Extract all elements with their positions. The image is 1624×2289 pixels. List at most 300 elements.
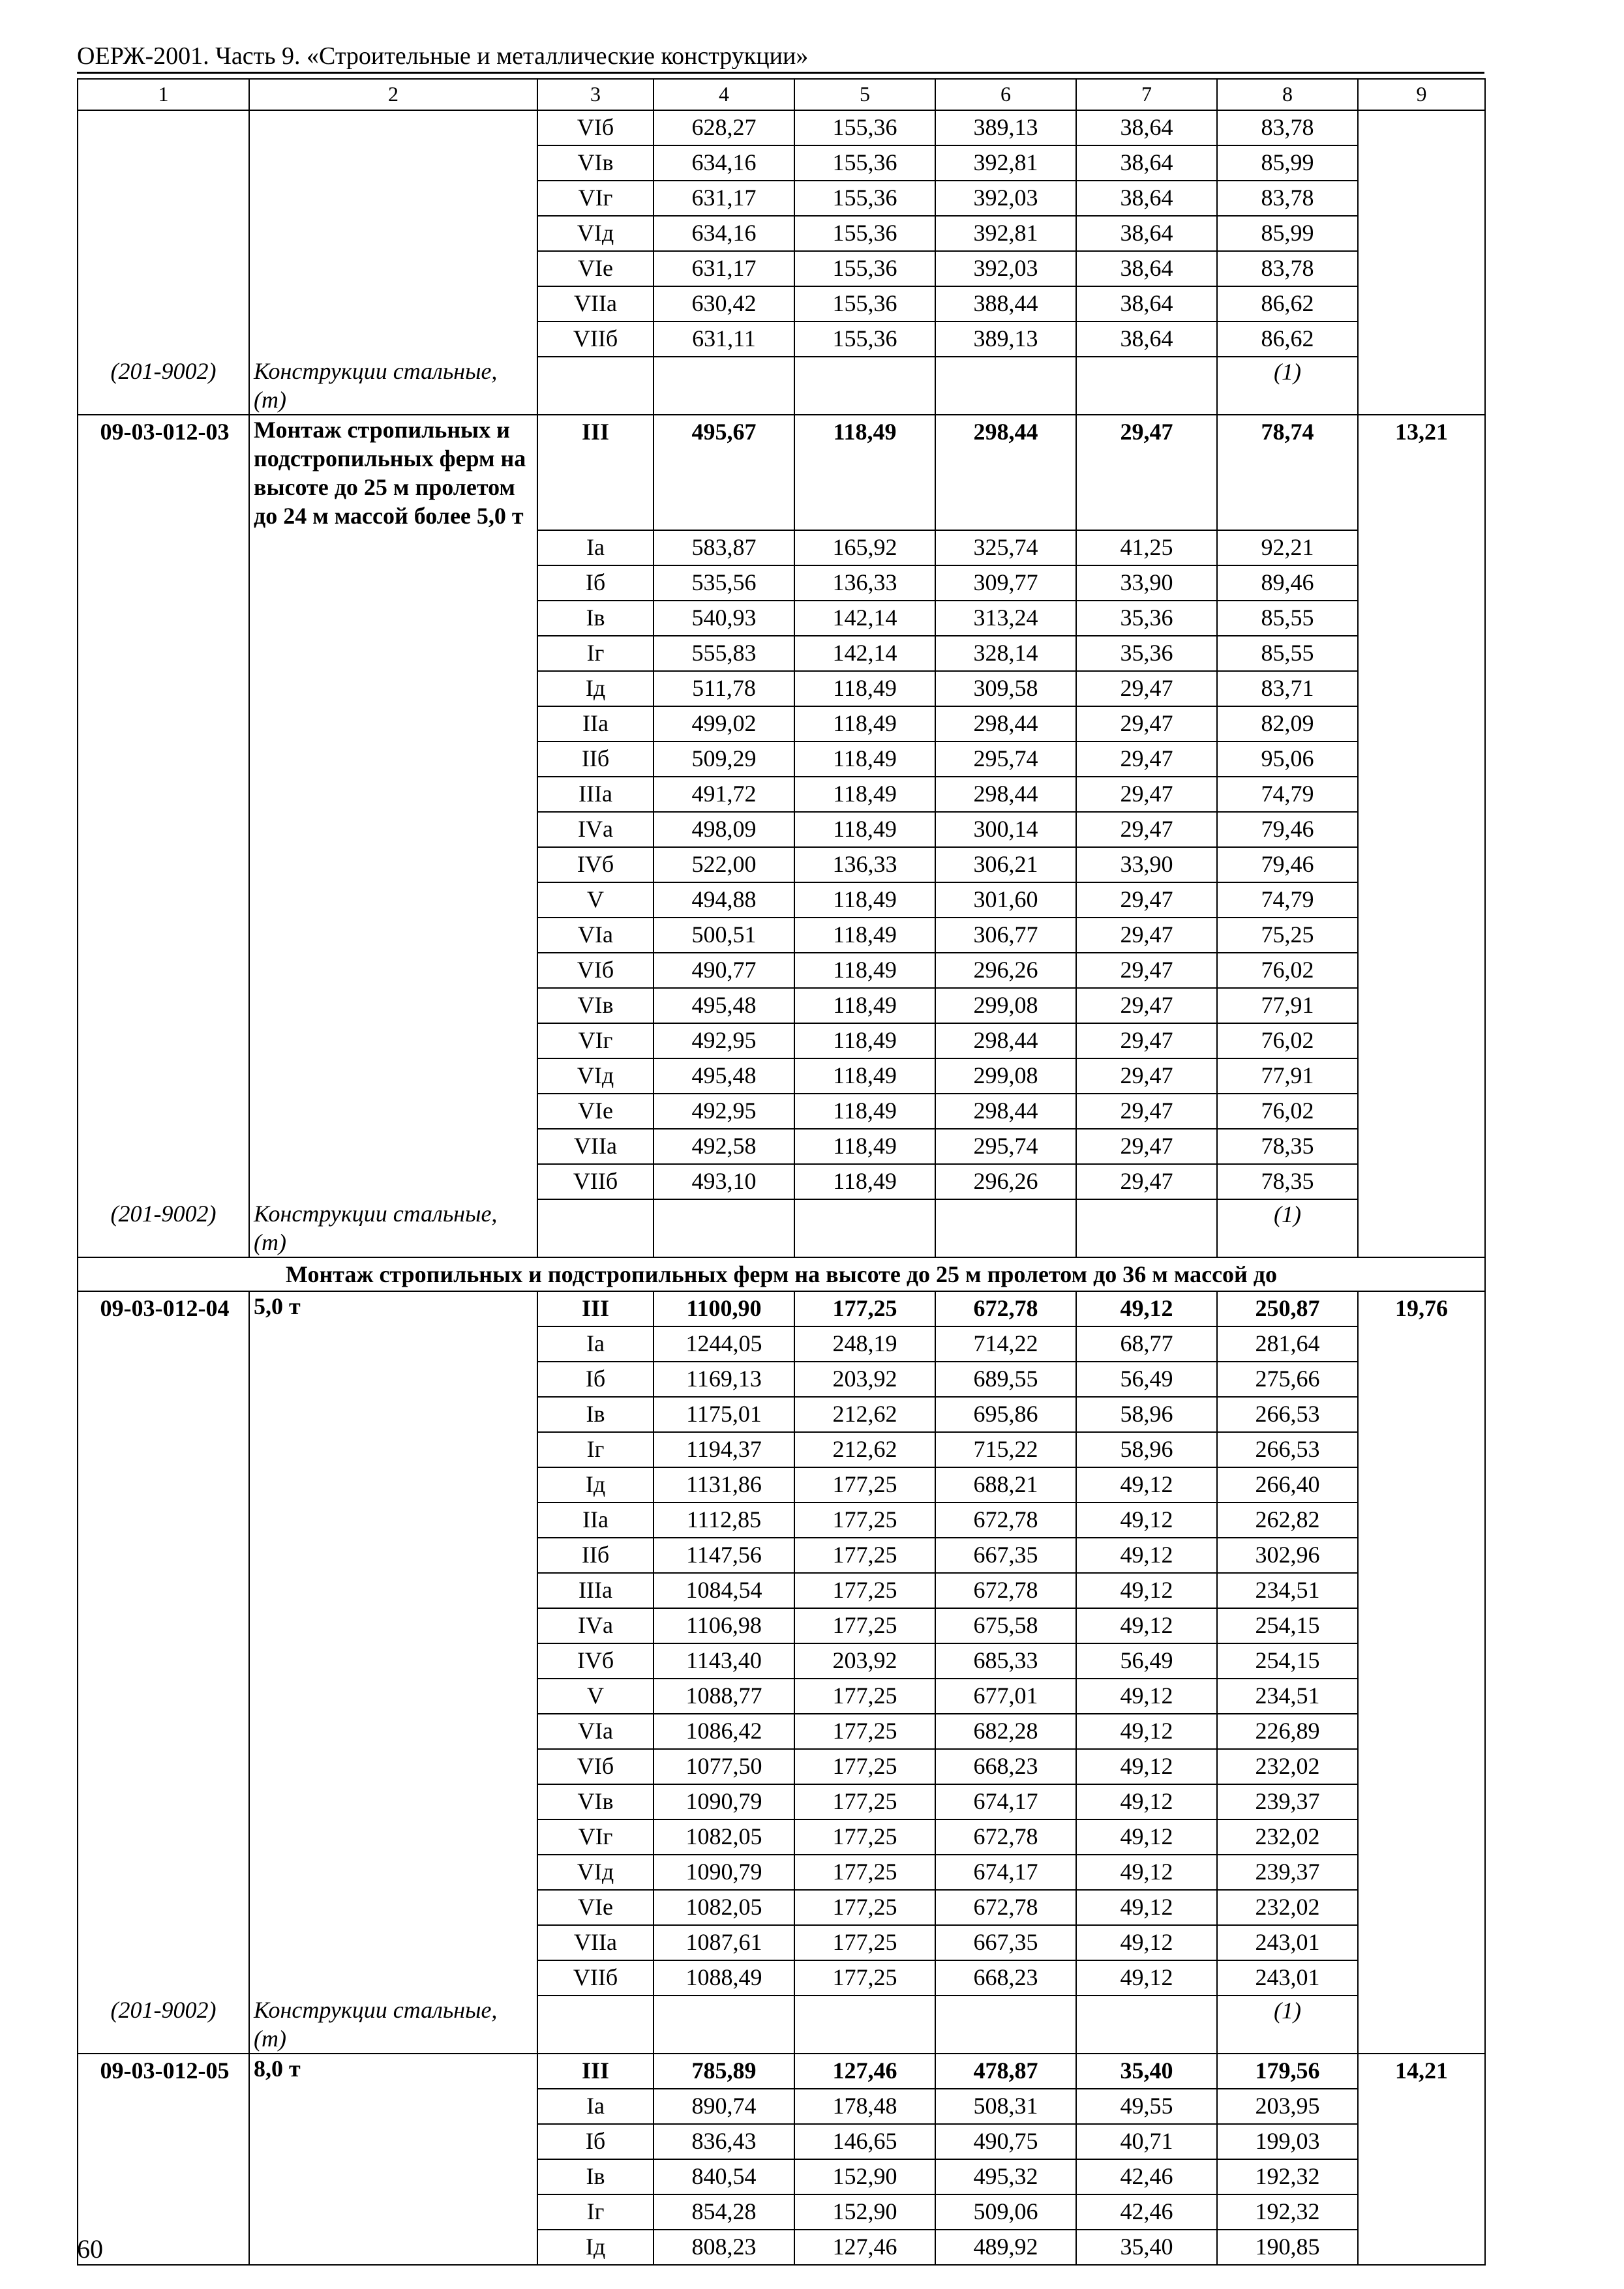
data-row [78,1058,1485,1094]
value-cell: 667,35 [935,1925,1076,1960]
value-cell: 118,49 [794,741,935,777]
zone-code: VIIа [537,1129,654,1164]
norm-name [249,1058,537,1094]
value-cell: 38,64 [1076,286,1217,322]
column-number: 1 [78,79,249,110]
value-cell: 667,35 [935,1538,1076,1573]
value-cell: 58,96 [1076,1397,1217,1432]
value-cell: 29,47 [1076,988,1217,1023]
value-cell: 83,78 [1217,110,1358,145]
value-cell: 29,47 [1076,1058,1217,1094]
value-cell: 325,74 [935,530,1076,565]
value-cell: 1244,05 [654,1326,794,1362]
value-cell: 177,25 [794,1784,935,1819]
value-cell: 555,83 [654,636,794,671]
resource-name: Конструкции стальные, (т) [249,1996,537,2054]
data-row [78,988,1485,1023]
value-cell: 29,47 [1076,671,1217,706]
norm-name [249,181,537,216]
value-cell: 199,03 [1217,2124,1358,2159]
value-cell: 118,49 [794,671,935,706]
value-cell: 49,12 [1076,1960,1217,1996]
data-row [78,1749,1485,1784]
norm-name [249,1094,537,1129]
norm-name [249,706,537,741]
value-cell: 179,56 [1217,2054,1358,2089]
norm-name [249,1326,537,1362]
norm-code [78,1890,249,1925]
norm-code [78,2124,249,2159]
value-cell: 715,22 [935,1432,1076,1467]
value-cell: 203,92 [794,1643,935,1679]
data-row [78,671,1485,706]
value-cell: 33,90 [1076,565,1217,601]
extra-value [1358,145,1485,181]
value-cell: 118,49 [794,812,935,847]
value-cell: 49,12 [1076,1714,1217,1749]
norm-name [249,286,537,322]
value-cell: 85,55 [1217,636,1358,671]
value-cell: 49,12 [1076,1749,1217,1784]
empty-cell [794,1996,935,2054]
value-cell: 281,64 [1217,1326,1358,1362]
value-cell: 118,49 [794,1164,935,1199]
data-row [78,1467,1485,1503]
value-cell: 1175,01 [654,1397,794,1432]
value-cell: 239,37 [1217,1784,1358,1819]
resource-quantity: (1) [1217,1199,1358,1257]
norm-name [249,1714,537,1749]
extra-value [1358,530,1485,565]
extra-value [1358,847,1485,882]
value-cell: 688,21 [935,1467,1076,1503]
extra-value [1358,882,1485,918]
resource-code: (201-9002) [78,1996,249,2054]
value-cell: 232,02 [1217,1819,1358,1855]
norm-code [78,1679,249,1714]
value-cell: 494,88 [654,882,794,918]
value-cell: 490,77 [654,953,794,988]
value-cell: 392,81 [935,216,1076,251]
data-row [78,1679,1485,1714]
zone-code: VIг [537,1023,654,1058]
value-cell: 1088,49 [654,1960,794,1996]
value-cell: 177,25 [794,1573,935,1608]
column-number: 7 [1076,79,1217,110]
norm-code [78,1023,249,1058]
extra-value [1358,2159,1485,2194]
value-cell: 29,47 [1076,953,1217,988]
extra-value [1358,706,1485,741]
extra-value [1358,1996,1485,2054]
value-cell: 1169,13 [654,1362,794,1397]
norm-name [249,953,537,988]
value-cell: 674,17 [935,1784,1076,1819]
norm-code [78,2194,249,2230]
value-cell: 177,25 [794,1467,935,1503]
column-number: 2 [249,79,537,110]
value-cell: 49,12 [1076,1503,1217,1538]
zone-code: VIе [537,1094,654,1129]
data-row [78,565,1485,601]
value-cell: 49,55 [1076,2089,1217,2124]
empty-cell [537,1996,654,2054]
value-cell: 118,49 [794,415,935,530]
data-row [78,636,1485,671]
value-cell: 498,09 [654,812,794,847]
data-row [78,1573,1485,1608]
data-row [78,2230,1485,2265]
empty-cell [794,1199,935,1257]
extra-value [1358,216,1485,251]
value-cell: 49,12 [1076,1291,1217,1326]
value-cell: 677,01 [935,1679,1076,1714]
extra-value [1358,181,1485,216]
value-cell: 295,74 [935,741,1076,777]
data-row [78,1714,1485,1749]
value-cell: 49,12 [1076,1855,1217,1890]
value-cell: 306,77 [935,918,1076,953]
value-cell: 79,46 [1217,812,1358,847]
value-cell: 29,47 [1076,777,1217,812]
value-cell: 118,49 [794,918,935,953]
data-row [78,1023,1485,1058]
zone-code: Iд [537,2230,654,2265]
value-cell: 192,32 [1217,2159,1358,2194]
value-cell: 49,12 [1076,1467,1217,1503]
value-cell: 155,36 [794,286,935,322]
data-row [78,2054,1485,2089]
norm-code: 09-03-012-03 [78,415,249,530]
zone-code: IVа [537,812,654,847]
value-cell: 152,90 [794,2159,935,2194]
value-cell: 302,96 [1217,1538,1358,1573]
value-cell: 190,85 [1217,2230,1358,2265]
norm-name [249,1538,537,1573]
norm-name [249,601,537,636]
zone-code: Iг [537,1432,654,1467]
value-cell: 275,66 [1217,1362,1358,1397]
empty-cell [935,1199,1076,1257]
value-cell: 392,03 [935,181,1076,216]
value-cell: 672,78 [935,1291,1076,1326]
value-cell: 298,44 [935,1094,1076,1129]
value-cell: 631,11 [654,322,794,357]
value-cell: 212,62 [794,1432,935,1467]
value-cell: 38,64 [1076,216,1217,251]
extra-value: 13,21 [1358,415,1485,530]
resource-name: Конструкции стальные, (т) [249,357,537,415]
value-cell: 177,25 [794,1749,935,1784]
value-cell: 1131,86 [654,1467,794,1503]
extra-value [1358,1129,1485,1164]
value-cell: 296,26 [935,953,1076,988]
data-row [78,110,1485,145]
value-cell: 177,25 [794,1960,935,1996]
value-cell: 38,64 [1076,251,1217,286]
norm-code [78,1164,249,1199]
value-cell: 492,95 [654,1094,794,1129]
value-cell: 250,87 [1217,1291,1358,1326]
value-cell: 239,37 [1217,1855,1358,1890]
norm-code [78,1503,249,1538]
norm-code [78,636,249,671]
extra-value [1358,322,1485,357]
resource-name: Конструкции стальные, (т) [249,1199,537,1257]
empty-cell [1076,1199,1217,1257]
extra-value [1358,1714,1485,1749]
value-cell: 75,25 [1217,918,1358,953]
value-cell: 234,51 [1217,1573,1358,1608]
extra-value [1358,1432,1485,1467]
extra-value [1358,1538,1485,1573]
value-cell: 177,25 [794,1291,935,1326]
data-row [78,1819,1485,1855]
norm-name [249,777,537,812]
value-cell: 177,25 [794,1925,935,1960]
zone-code: V [537,882,654,918]
norm-name [249,2230,537,2265]
data-row [78,1503,1485,1538]
value-cell: 674,17 [935,1855,1076,1890]
data-row [78,1164,1485,1199]
norm-code [78,1925,249,1960]
zone-code: Iб [537,2124,654,2159]
norm-name [249,216,537,251]
value-cell: 389,13 [935,110,1076,145]
zone-code: IVб [537,1643,654,1679]
value-cell: 630,42 [654,286,794,322]
value-cell: 177,25 [794,1538,935,1573]
extra-value [1358,1094,1485,1129]
resource-note-row [78,1996,1485,2054]
value-cell: 243,01 [1217,1925,1358,1960]
zone-code: VIв [537,1784,654,1819]
extra-value [1358,110,1485,145]
extra-value [1358,1023,1485,1058]
value-cell: 299,08 [935,988,1076,1023]
norm-name [249,1573,537,1608]
data-row [78,777,1485,812]
zone-code: Iв [537,2159,654,2194]
data-row [78,882,1485,918]
value-cell: 192,32 [1217,2194,1358,2230]
value-cell: 86,62 [1217,286,1358,322]
data-row [78,1326,1485,1362]
value-cell: 668,23 [935,1749,1076,1784]
value-cell: 296,26 [935,1164,1076,1199]
value-cell: 266,40 [1217,1467,1358,1503]
value-cell: 38,64 [1076,145,1217,181]
value-cell: 155,36 [794,216,935,251]
zone-code: IIб [537,741,654,777]
zone-code: III [537,1291,654,1326]
extra-value [1358,741,1485,777]
value-cell: 77,91 [1217,988,1358,1023]
column-number: 4 [654,79,794,110]
value-cell: 89,46 [1217,565,1358,601]
value-cell: 83,78 [1217,251,1358,286]
zone-code: VIд [537,1058,654,1094]
zone-code: VIг [537,181,654,216]
value-cell: 177,25 [794,1503,935,1538]
value-cell: 155,36 [794,181,935,216]
value-cell: 49,12 [1076,1679,1217,1714]
zone-code: IIа [537,1503,654,1538]
extra-value [1358,2089,1485,2124]
zone-code: Iб [537,565,654,601]
value-cell: 127,46 [794,2230,935,2265]
value-cell: 890,74 [654,2089,794,2124]
norms-table [77,78,1486,2266]
value-cell: 301,60 [935,882,1076,918]
value-cell: 254,15 [1217,1608,1358,1643]
zone-code: IIб [537,1538,654,1573]
norm-name [249,812,537,847]
norm-name [249,251,537,286]
norm-code [78,847,249,882]
norm-code [78,1714,249,1749]
norm-code [78,777,249,812]
value-cell: 309,58 [935,671,1076,706]
zone-code: Iг [537,636,654,671]
zone-code: VIв [537,988,654,1023]
value-cell: 478,87 [935,2054,1076,2089]
value-cell: 490,75 [935,2124,1076,2159]
data-row [78,1538,1485,1573]
value-cell: 1194,37 [654,1432,794,1467]
value-cell: 392,03 [935,251,1076,286]
value-cell: 33,90 [1076,847,1217,882]
extra-value [1358,1784,1485,1819]
value-cell: 177,25 [794,1819,935,1855]
value-cell: 38,64 [1076,110,1217,145]
empty-cell [794,357,935,415]
norm-name [249,671,537,706]
norm-name [249,882,537,918]
norm-code [78,530,249,565]
value-cell: 38,64 [1076,181,1217,216]
norm-name [249,1129,537,1164]
data-row [78,1784,1485,1819]
zone-code: VIд [537,216,654,251]
empty-cell [537,1199,654,1257]
value-cell: 491,72 [654,777,794,812]
norm-name [249,1503,537,1538]
zone-code: V [537,1679,654,1714]
value-cell: 500,51 [654,918,794,953]
norm-name [249,1784,537,1819]
value-cell: 298,44 [935,706,1076,741]
data-row [78,251,1485,286]
value-cell: 492,58 [654,1129,794,1164]
norm-code [78,671,249,706]
value-cell: 83,71 [1217,671,1358,706]
value-cell: 1087,61 [654,1925,794,1960]
value-cell: 266,53 [1217,1432,1358,1467]
zone-code: VIе [537,251,654,286]
section-title: Монтаж стропильных и подстропильных ферм на высоте до 25 м пролетом до 36 м массой до [78,1257,1485,1291]
value-cell: 1082,05 [654,1890,794,1925]
value-cell: 49,12 [1076,1573,1217,1608]
value-cell: 689,55 [935,1362,1076,1397]
norm-name [249,1890,537,1925]
value-cell: 56,49 [1076,1362,1217,1397]
norm-name [249,110,537,145]
value-cell: 85,99 [1217,145,1358,181]
value-cell: 508,31 [935,2089,1076,2124]
data-row [78,1094,1485,1129]
zone-code: VIв [537,145,654,181]
column-number-row [78,79,1485,110]
norm-code [78,1397,249,1432]
zone-code: VIб [537,110,654,145]
extra-value [1358,953,1485,988]
column-number: 9 [1358,79,1485,110]
norm-code [78,706,249,741]
zone-code: VIIб [537,1164,654,1199]
zone-code: Iд [537,1467,654,1503]
value-cell: 388,44 [935,286,1076,322]
value-cell: 511,78 [654,671,794,706]
value-cell: 685,33 [935,1643,1076,1679]
value-cell: 118,49 [794,777,935,812]
extra-value [1358,918,1485,953]
value-cell: 155,36 [794,145,935,181]
norm-code [78,322,249,357]
norm-code [78,601,249,636]
column-number: 8 [1217,79,1358,110]
norm-code [78,565,249,601]
norm-name [249,1679,537,1714]
norm-name: 5,0 т [249,1291,537,1326]
value-cell: 86,62 [1217,322,1358,357]
data-row [78,601,1485,636]
norm-code [78,1467,249,1503]
value-cell: 29,47 [1076,918,1217,953]
value-cell: 695,86 [935,1397,1076,1432]
value-cell: 177,25 [794,1608,935,1643]
extra-value: 14,21 [1358,2054,1485,2089]
empty-cell [935,1996,1076,2054]
data-row [78,2194,1485,2230]
section-row [78,1257,1485,1291]
value-cell: 42,46 [1076,2194,1217,2230]
zone-code: VIб [537,953,654,988]
data-row [78,812,1485,847]
norm-code [78,1432,249,1467]
extra-value [1358,357,1485,415]
value-cell: 628,27 [654,110,794,145]
value-cell: 165,92 [794,530,935,565]
value-cell: 672,78 [935,1573,1076,1608]
extra-value [1358,2194,1485,2230]
data-row [78,415,1485,530]
value-cell: 854,28 [654,2194,794,2230]
value-cell: 495,48 [654,988,794,1023]
extra-value [1358,251,1485,286]
data-row [78,322,1485,357]
extra-value [1358,1643,1485,1679]
value-cell: 203,92 [794,1362,935,1397]
extra-value: 19,76 [1358,1291,1485,1326]
data-row [78,1925,1485,1960]
extra-value [1358,1397,1485,1432]
value-cell: 392,81 [935,145,1076,181]
value-cell: 1090,79 [654,1784,794,1819]
norm-name [249,2089,537,2124]
value-cell: 29,47 [1076,741,1217,777]
